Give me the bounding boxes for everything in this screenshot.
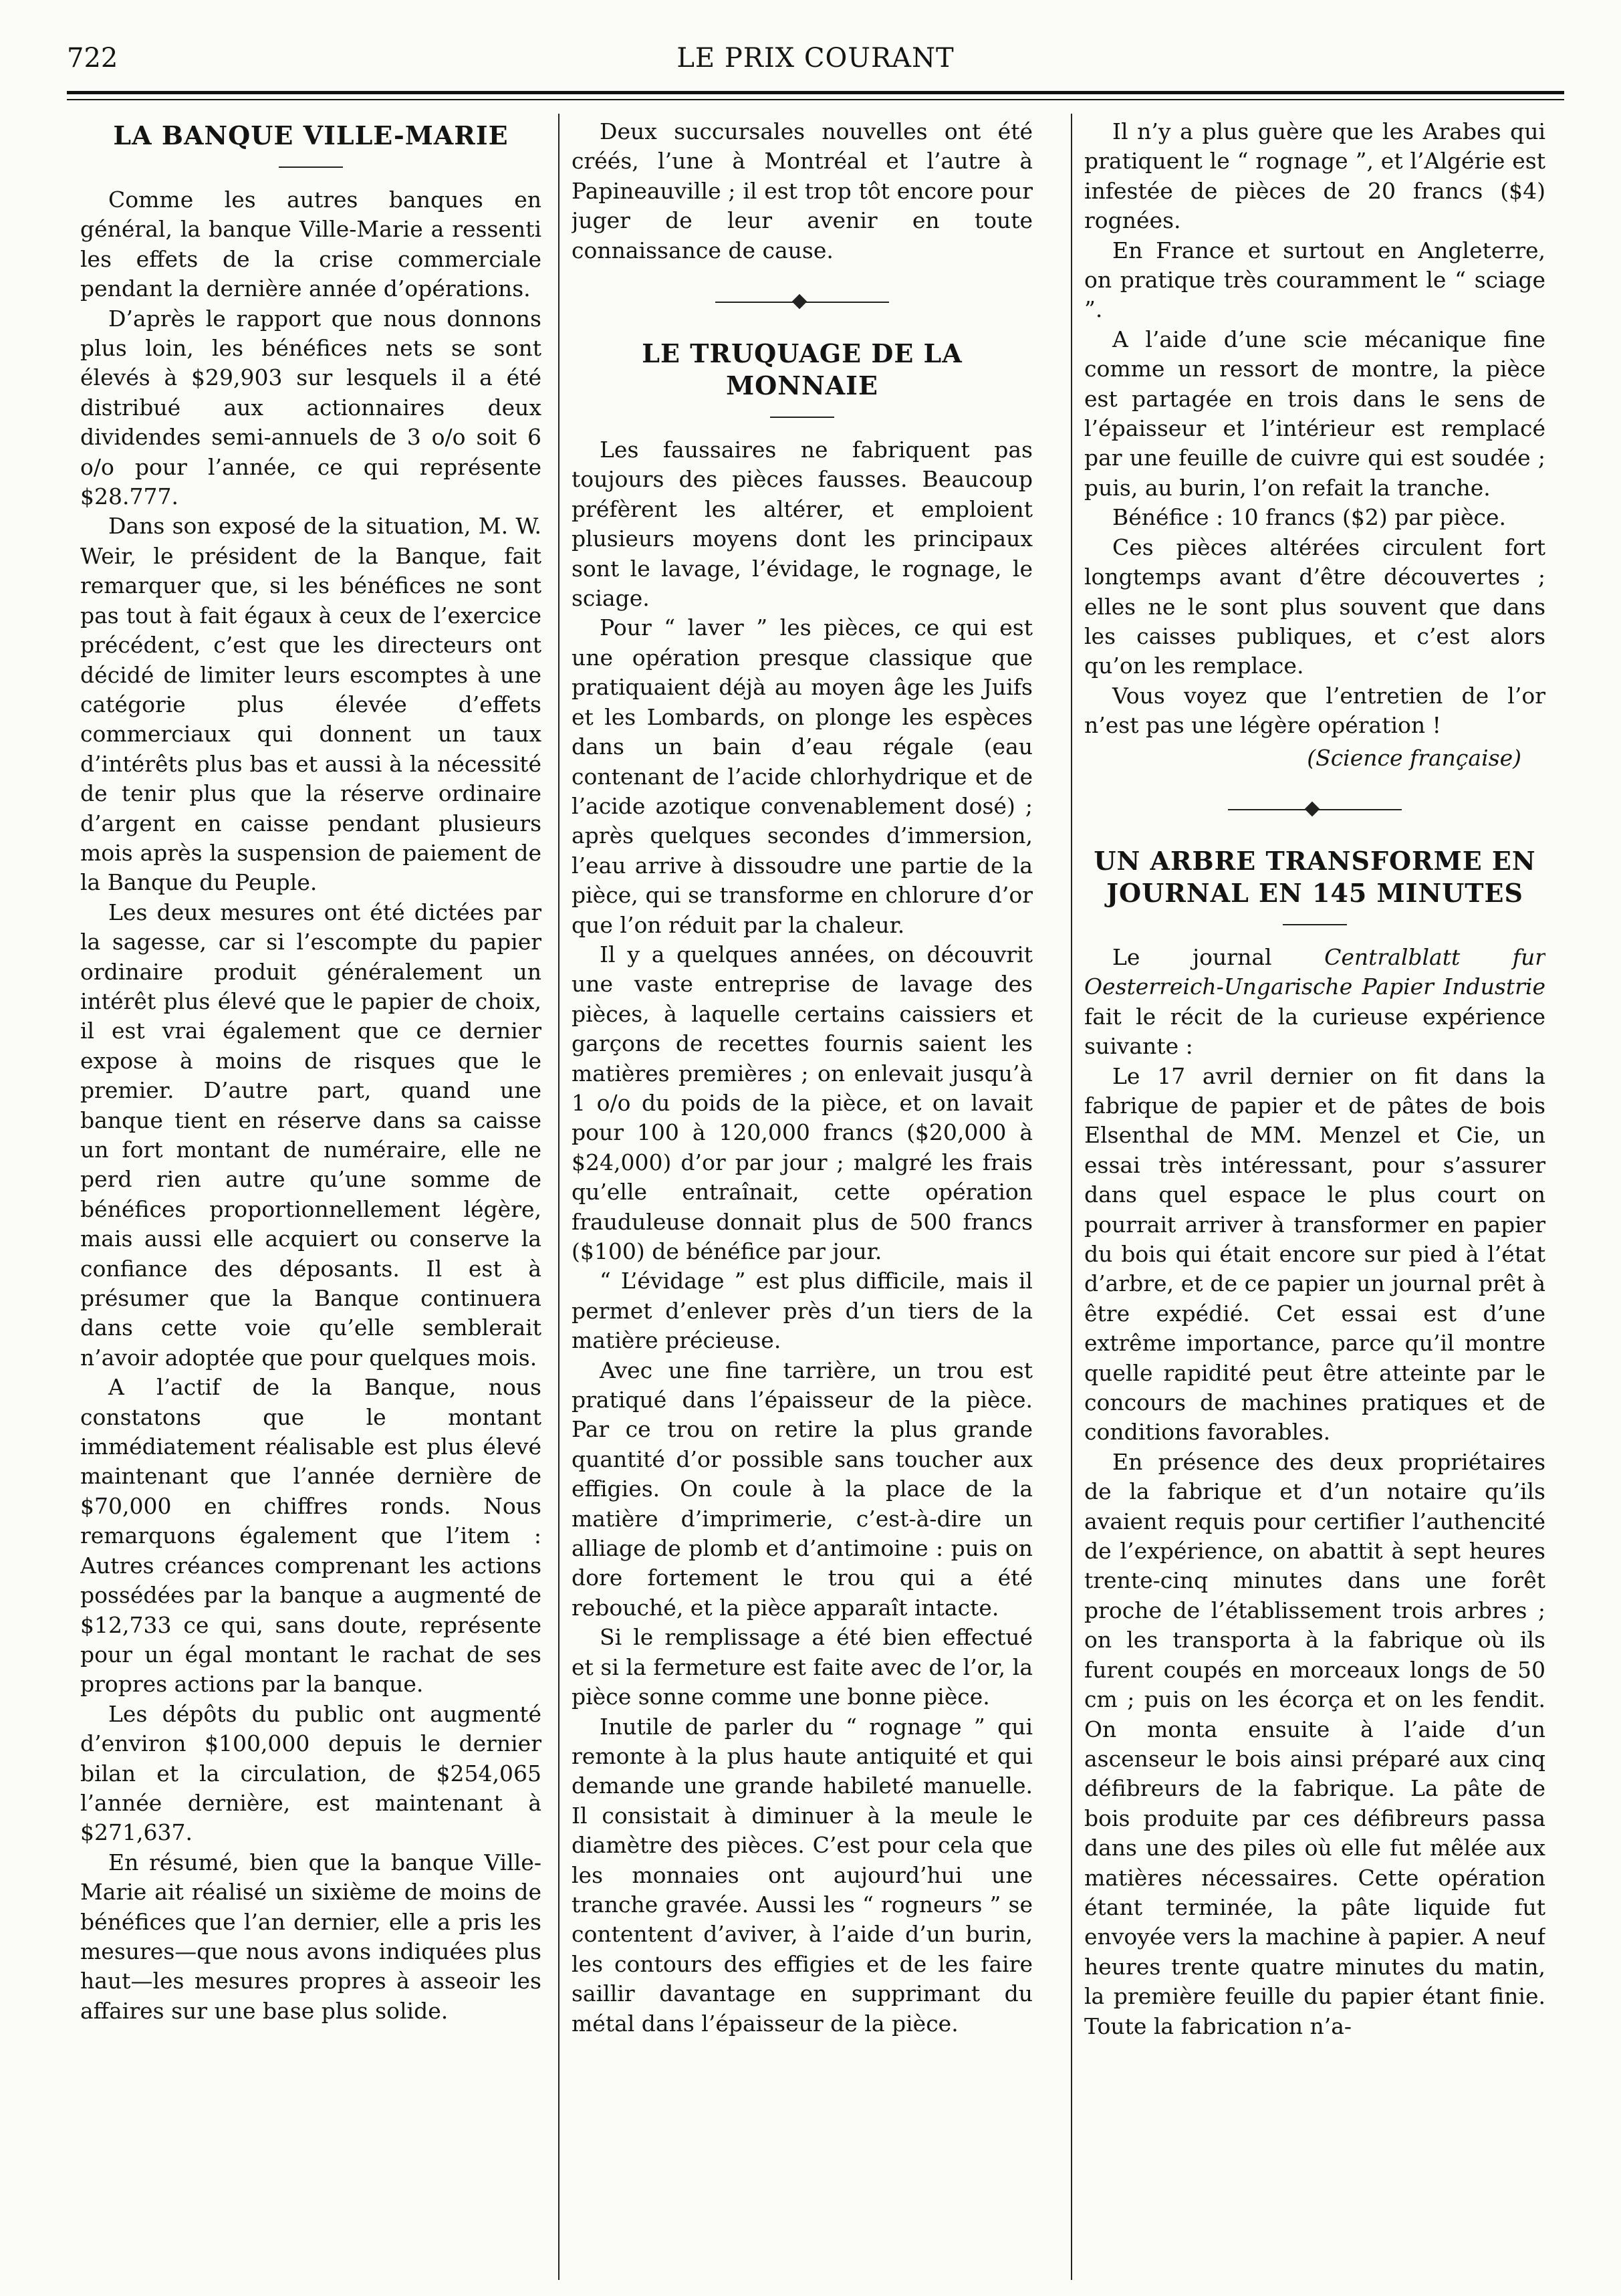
headline-rule (770, 417, 834, 418)
header-rule-thin (67, 99, 1564, 100)
article-headline: UN ARBRE TRANSFORME EN JOURNAL EN 145 MINUTES (1094, 845, 1536, 908)
section-ornament (715, 292, 889, 312)
paragraph: Vous voyez que l’entretien de l’or n’est pas une légère opération ! (1084, 682, 1545, 739)
page-header (67, 39, 1564, 86)
paragraph: En résumé, bien que la banque Ville-Marie ait réalisé un sixième de moins de bénéfices que l’an dernier, elle a pris les mesures—que nous avons indiquées plus haut—les mesures propres à asseoir les affaires sur une base plus solide. (80, 1849, 541, 2024)
column-3 (1084, 117, 1545, 2280)
paragraph: D’après le rapport que nous donnons plus loin, les bénéfices nets se sont élevés à $29,903 sur lesquels il a été distribué aux actionnaires deux dividendes semi-annuels de 3 o/o soit 6 o/o pour l’année, ce qui représente $28.777. (80, 305, 541, 510)
paragraph: “ L’évidage ” est plus difficile, mais il permet d’enlever près d’un tiers de la matière précieuse. (572, 1268, 1033, 1354)
paragraph (1084, 943, 1545, 1062)
column-divider (558, 114, 559, 2280)
source-signature: (Science française) (1307, 744, 1521, 771)
article-headline: LE TRUQUAGE DE LA MONNAIE (642, 338, 963, 401)
paragraph: Avec une fine tarrière, un trou est pratiqué dans l’épaisseur de la pièce. Par ce trou on retire la plus grande quantité d’or possible sans toucher aux effigies. On coule à la place de la matière d’imprimerie, c’est-à-dire un alliage de plomb et d’antimoine : puis on dore fortement le trou qui a été rebouché, et la pièce apparaît intacte. (572, 1357, 1033, 1621)
headline-rule (279, 166, 343, 168)
paragraph: En France et surtout en Angleterre, on pratique très couramment le “ sciage ”. (1084, 237, 1545, 323)
paragraph: En présence des deux propriétaires de la fabrique et d’un notaire qu’ils avaient requis pour certifier l’authencité de l’expérience, on abattit à sept heures trente-cinq minutes dans une forêt proche de l’établissement trois arbres ; on les transporta à la fabrique où ils furent coupés en morceaux longs de 50 cm ; puis on les écorça et on les fendit. On monta ensuite à l’aide d’un ascenseur le bois ainsi préparé aux cinq défibreurs de la fabrique. La pâte de bois produite par ces défibreurs passa dans une des piles où elle fut mêlée aux matières nécessaires. Cette opération étant terminée, la pâte liquide fut envoyée vers la machine à papier. A neuf heures trente quatre minutes du matin, la première feuille du papier étant finie. Toute la fabrication n’a- (1084, 1448, 1545, 2039)
paragraph: Comme les autres banques en général, la banque Ville-Marie a ressenti les effets de la crise commerciale pendant la dernière année d’opérations. (80, 187, 541, 302)
column-2 (572, 117, 1033, 2280)
paragraph: Bénéfice : 10 francs ($2) par pièce. (1112, 504, 1506, 531)
header-rule-thick (67, 91, 1564, 94)
paragraph: Les deux mesures ont été dictées par la sagesse, car si l’escompte du papier ordinaire produit généralement un intérêt plus élevé que le papier de choix, il est vrai également que ce dernier expose à moins de risques que le premier. D’autre part, quand une banque tient en réserve dans sa caisse un fort montant de numéraire, elle ne perd rien autre qu’une somme de bénéfices proportionnellement légère, mais aussi elle acquiert ou conserve la confiance des déposants. Il est à présumer que la Banque continuera dans cette voie qu’elle semblerait n’avoir adoptée que pour quelques mois. (80, 899, 541, 1371)
text-run: Le journal (1112, 943, 1325, 970)
paragraph: Les dépôts du public ont augmenté d’environ $100,000 depuis le dernier bilan et la circulation, de $254,065 l’année dernière, est maintenant à $271,637. (80, 1700, 541, 1846)
paragraph: Pour “ laver ” les pièces, ce qui est une opération presque classique que pratiquaient déjà au moyen âge les Juifs et les Lombards, on plonge les espèces dans un bain d’eau régale (eau contenant de l’acide chlorhydrique et de l’acide azotique convenablement dosé) ; après quelques secondes d’immersion, l’eau arrive à dissoudre une partie de la pièce, qui se transforme en chlorure d’or que l’on réduit par la chaleur. (572, 614, 1033, 938)
page-number: 722 (67, 43, 118, 74)
paragraph: Il y a quelques années, on découvrit une vaste entreprise de lavage des pièces, à laquelle certains caissiers et garçons de recettes fournis saient les matières premières ; on enlevait jusqu’à 1 o/o du poids de la pièce, et on lavait pour 100 à 120,000 francs ($20,000 à $24,000) d’or par jour ; malgré les frais qu’elle entraînait, cette opération frauduleuse donnait plus de 500 francs ($100) de bénéfice par jour. (572, 941, 1033, 1264)
paragraph: Inutile de parler du “ rognage ” qui remonte à la plus haute antiquité et qui demande une grande habileté manuelle. Il consistait à diminuer à la meule le diamètre des pièces. C’est pour cela que les monnaies ont aujourd’hui une tranche gravée. Aussi les “ rogneurs ” se contentent d’aviver, à l’aide d’un burin, les contours des effigies et de les faire saillir davantage en supprimant du métal dans l’épaisseur de la pièce. (572, 1713, 1033, 2037)
section-ornament (1228, 800, 1402, 820)
paragraph: Il n’y a plus guère que les Arabes qui pratiquent le “ rognage ”, et l’Algérie est infestée de pièces de 20 francs ($4) rognées. (1084, 118, 1545, 234)
paragraph: A l’aide d’une scie mécanique fine comme un ressort de montre, la pièce est partagée en trois dans le sens de l’épaisseur et l’intérieur est remplacé par une feuille de cuivre qui est soudée ; puis, au burin, l’on refait la tranche. (1084, 326, 1545, 501)
paragraph: A l’actif de la Banque, nous constatons que le montant immédiatement réalisable est plus élevé maintenant que l’année dernière de $70,000 en chiffres ronds. Nous remarquons également que l’item : Autres créances comprenant les actions possédées par la banque a augmenté de $12,733 ce qui, sans doute, représente pour un égal montant le rachat de ses propres actions par la banque. (80, 1374, 541, 1698)
paragraph: Le 17 avril dernier on fit dans la fabrique de papier et de pâtes de bois Elsenthal de MM. Menzel et Cie, un essai très intéressant, pour s’assurer dans quel espace le plus court on pourrait arriver à transformer en papier du bois qui était encore sur pied à l’état d’arbre, et de ce papier un journal prêt à être expédié. Cet essai est d’une extrême importance, parce qu’il montre quelle rapidité peut être atteinte par le concours de machines pratiques et de conditions favorables. (1084, 1062, 1545, 1446)
paragraph: Dans son exposé de la situation, M. W. Weir, le président de la Banque, fait remarquer que, si les bénéfices ne sont pas tout à fait égaux à ceux de l’exercice précédent, c’est que les directeurs ont décidé de limiter leurs escomptes à une catégorie plus élevée d’effets commerciaux qui donnent un taux d’intérêts plus bas et aussi à la nécessité de tenir plus que la réserve ordinaire d’argent en caisse pendant plusieurs mois après la suspension de paiement de la Banque du Peuple. (80, 513, 541, 896)
headline-rule (1283, 924, 1347, 925)
column-divider (1071, 114, 1072, 2280)
column-1 (80, 117, 541, 2280)
paragraph: Les faussaires ne fabriquent pas toujours des pièces fausses. Beaucoup préfèrent les altérer, et emploient plusieurs moyens dont les principaux sont le lavage, l’évidage, le rognage, le sciage. (572, 437, 1033, 612)
paragraph: Deux succursales nouvelles ont été créés, l’une à Montréal et l’autre à Papineauville ; il est trop tôt encore pour juger de leur avenir en toute connaissance de cause. (572, 118, 1033, 263)
text-run: fait le récit de la curieuse expérience suivante : (1084, 1003, 1545, 1060)
paragraph: Si le remplissage a été bien effectué et si la fermeture est faite avec de l’or, la pièce sonne comme une bonne pièce. (572, 1624, 1033, 1710)
paragraph: Ces pièces altérées circulent fort longtemps avant d’être découvertes ; elles ne le sont plus souvent que dans les caisses publiques, et c’est alors qu’on les remplace. (1084, 534, 1545, 679)
journal-name: Centralblatt fur Oesterreich-Ungarische Papier Industrie (1084, 943, 1545, 1000)
article-headline: LA BANQUE VILLE-MARIE (113, 120, 509, 150)
journal-title: LE PRIX COURANT (676, 43, 955, 74)
